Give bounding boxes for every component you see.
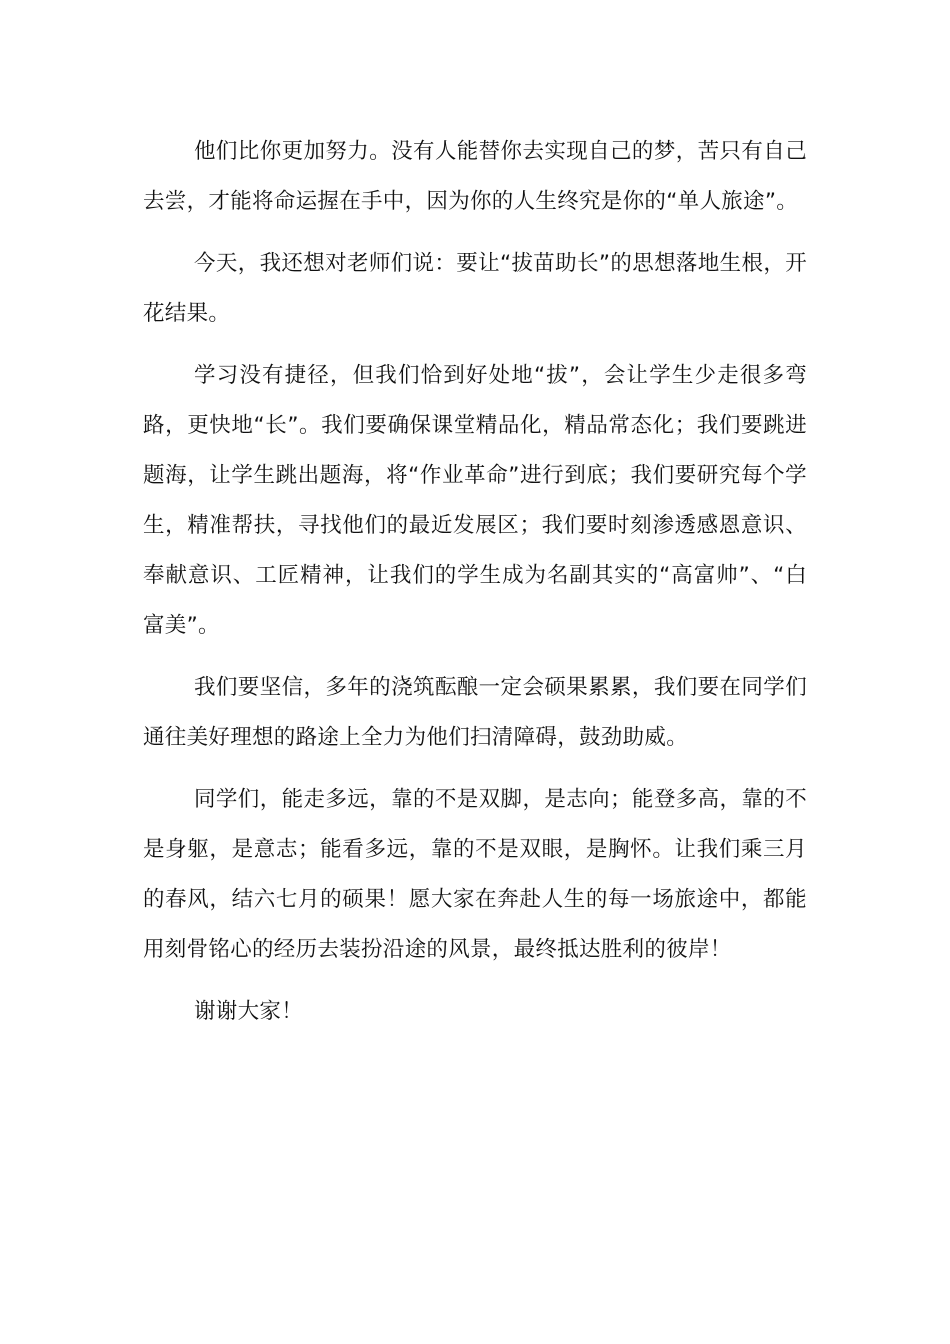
paragraph-2: 今天，我还想对老师们说：要让“拔苗助长”的思想落地生根，开花结果。 [143,251,807,326]
paragraph-1: 他们比你更加努力。没有人能替你去实现自己的梦，苦只有自己去尝，才能将命运握在手中，因为你的人生终究是你的“单人旅途”。 [143,139,807,214]
paragraph-4: 我们要坚信，多年的浇筑酝酿一定会硕果累累，我们要在同学们通往美好理想的路途上全力为他们扫清障碍，鼓劲助威。 [143,675,807,750]
paragraph-3: 学习没有捷径，但我们恰到好处地“拔”，会让学生少走很多弯路，更快地“长”。我们要确保课堂精品化，精品常态化；我们要跳进题海，让学生跳出题海，将“作业革命”进行到底；我们要研究每个学生，精准帮扶，寻找他们的最近发展区；我们要时刻渗透感恩意识、奉献意识、工匠精神，让我们的学生成为名副其实的“高富帅”、“白富美”。 [143,363,807,638]
document-body [143,127,807,1049]
paragraph-5: 同学们，能走多远，靠的不是双脚，是志向；能登多高，靠的不是身躯，是意志；能看多远，靠的不是双眼，是胸怀。让我们乘三月的春风，结六七月的硕果！愿大家在奔赴人生的每一场旅途中，都能用刻骨铭心的经历去装扮沿途的风景，最终抵达胜利的彼岸！ [143,787,807,962]
paragraph-closing: 谢谢大家！ [194,999,304,1024]
